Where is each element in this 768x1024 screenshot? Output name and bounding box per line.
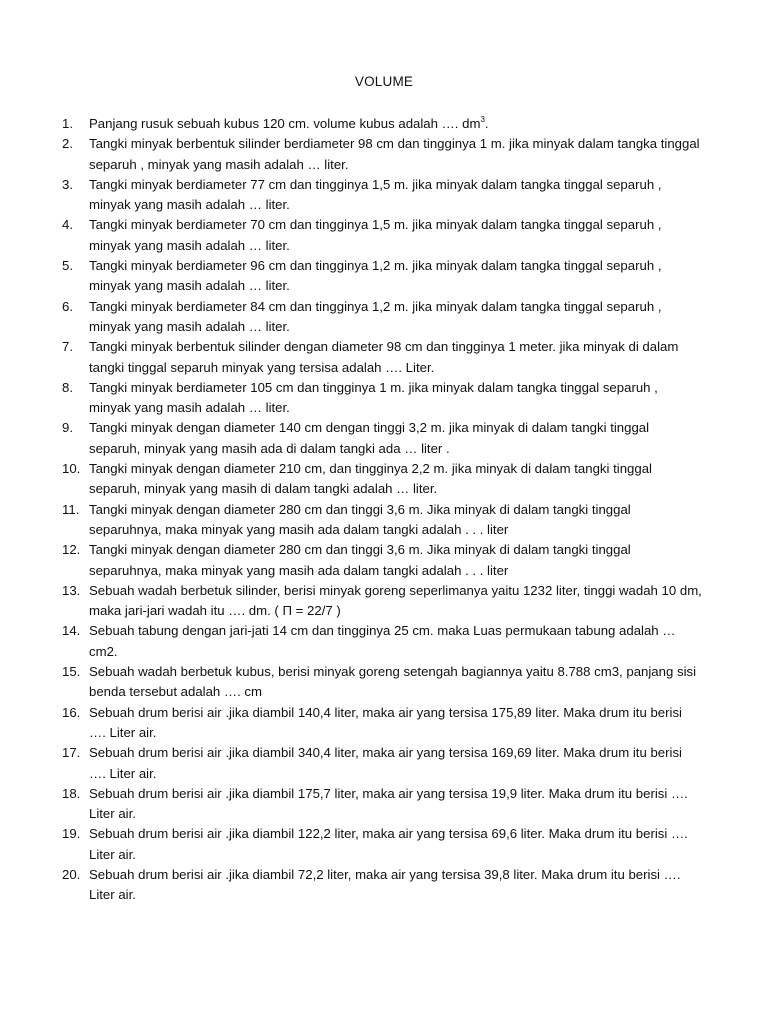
question-number: 9. [62,420,73,436]
question-number: 17. [62,745,81,761]
question-item [62,581,702,622]
question-text [89,134,702,175]
question-text [89,621,702,662]
question-text-body: Sebuah wadah berbetuk silinder, berisi minyak goreng seperlimanya yaitu 1232 liter, tinggi wadah 10 dm, maka jari-jari wadah itu …. dm. ( Π = 22/7 ) [89,582,702,619]
question-item [62,215,702,256]
question-item [62,662,702,703]
question-text [89,297,702,338]
document-title: VOLUME [354,74,414,89]
question-item [62,621,702,662]
question-text-body: Tangki minyak dengan diameter 280 cm dan tinggi 3,6 m. Jika minyak di dalam tangki tinggal separuhnya, maka minyak yang masih ada dalam tangki adalah . . . liter [89,501,631,537]
question-number: 11. [62,501,80,517]
question-text [89,743,702,784]
question-item [62,175,702,216]
question-text [89,500,702,541]
question-number: 2. [62,136,73,152]
question-text [89,114,702,134]
question-text-body: Sebuah drum berisi air .jika diambil 340,4 liter, maka air yang tersisa 169,69 liter. Maka drum itu berisi …. Liter air. [89,745,682,781]
question-text-body: Tangki minyak berdiameter 77 cm dan tingginya 1,5 m. jika minyak dalam tangka tinggal separuh , minyak yang masih adalah … liter. [89,176,662,213]
question-number: 3. [62,176,73,192]
question-number: 20. [62,866,81,882]
question-number: 18. [62,785,81,801]
question-item [62,865,702,906]
question-item [62,703,702,744]
question-number: 12. [62,542,81,558]
question-text-body: Tangki minyak dengan diameter 210 cm, dan tingginya 2,2 m. jika minyak di dalam tangki tinggal separuh, minyak yang masih di dalam tangki adalah … liter. [89,461,652,497]
question-text [89,418,702,459]
question-text [89,784,702,825]
question-text-body: Sebuah wadah berbetuk kubus, berisi minyak goreng setengah bagiannya yaitu 8.788 cm3, panjang sisi benda tersebut adalah …. cm [89,664,697,700]
question-number: 5. [62,258,73,274]
question-text-body: Sebuah drum berisi air .jika diambil 122,2 liter, maka air yang tersisa 69,6 liter. Maka drum itu berisi …. Liter air. [89,826,688,862]
question-text [89,378,702,419]
question-text [89,540,702,581]
question-item [62,418,702,459]
question-text [89,703,702,744]
superscript-exponent: 3 [480,115,485,124]
question-item [62,114,702,134]
question-text-body: Panjang rusuk sebuah kubus 120 cm. volume kubus adalah …. dm [89,116,481,131]
question-item [62,540,702,581]
question-text-body: Sebuah drum berisi air .jika diambil 140,4 liter, maka air yang tersisa 175,89 liter. Maka drum itu berisi …. Liter air. [89,704,682,740]
question-item [62,743,702,784]
question-item [62,378,702,419]
question-item [62,459,702,500]
question-text-body: Sebuah drum berisi air .jika diambil 175,7 liter, maka air yang tersisa 19,9 liter. Maka drum itu berisi …. Liter air. [89,785,688,822]
question-text-body: Tangki minyak berdiameter 84 cm dan tingginya 1,2 m. jika minyak dalam tangka tinggal separuh , minyak yang masih adalah … liter. [89,298,662,334]
question-text-body: Tangki minyak berdiameter 70 cm dan tingginya 1,5 m. jika minyak dalam tangka tinggal separuh , minyak yang masih adalah … liter. [89,217,662,253]
question-number: 14. [62,623,81,639]
question-item [62,824,702,865]
question-number: 19. [62,826,81,842]
question-item [62,337,702,378]
question-item [62,134,702,175]
question-number: 15. [62,664,81,680]
question-text-body: Tangki minyak berdiameter 105 cm dan tingginya 1 m. jika minyak dalam tangka tinggal separuh , minyak yang masih adalah … liter. [89,379,658,416]
question-item [62,297,702,338]
question-number: 4. [62,217,73,233]
question-text [89,824,702,865]
question-number: 13. [62,582,81,598]
question-item [62,784,702,825]
question-number: 16. [62,704,81,720]
question-number: 8. [62,379,73,395]
question-number: 1. [62,116,73,131]
question-text-body: Tangki minyak berbentuk silinder berdiameter 98 cm dan tingginya 1 m. jika minyak dalam tangka tinggal separuh , minyak yang masih adalah … liter. [89,136,700,172]
question-text-tail: . [484,116,489,131]
question-text [89,337,702,378]
question-text-body: Sebuah tabung dengan jari-jati 14 cm dan tingginya 25 cm. maka Luas permukaan tabung adalah … cm2. [89,623,676,659]
question-text [89,175,702,216]
question-text-body: Tangki minyak berbentuk silinder dengan diameter 98 cm dan tingginya 1 meter. jika minyak di dalam tangki tinggal separuh minyak yang tersisa adalah …. Liter. [89,339,679,375]
question-text-body: Tangki minyak berdiameter 96 cm dan tingginya 1,2 m. jika minyak dalam tangka tinggal separuh , minyak yang masih adalah … liter. [89,258,662,294]
question-number: 6. [62,298,73,314]
question-text [89,215,702,256]
question-text [89,459,702,500]
question-item [62,500,702,541]
question-number: 7. [62,339,73,355]
question-item [62,256,702,297]
question-number: 10. [62,461,81,477]
question-text [89,865,702,906]
question-text [89,662,702,703]
question-text-body: Tangki minyak dengan diameter 280 cm dan tinggi 3,6 m. Jika minyak di dalam tangki tinggal separuhnya, maka minyak yang masih ada dalam tangki adalah . . . liter [89,542,631,578]
question-text-body: Tangki minyak dengan diameter 140 cm dengan tinggi 3,2 m. jika minyak di dalam tangki tinggal separuh, minyak yang masih ada di dalam tangki ada … liter . [89,420,650,456]
question-list [62,114,702,906]
question-text-body: Sebuah drum berisi air .jika diambil 72,2 liter, maka air yang tersisa 39,8 liter. Maka drum itu berisi …. Liter air. [89,866,681,903]
question-text [89,256,702,297]
question-text [89,581,702,622]
